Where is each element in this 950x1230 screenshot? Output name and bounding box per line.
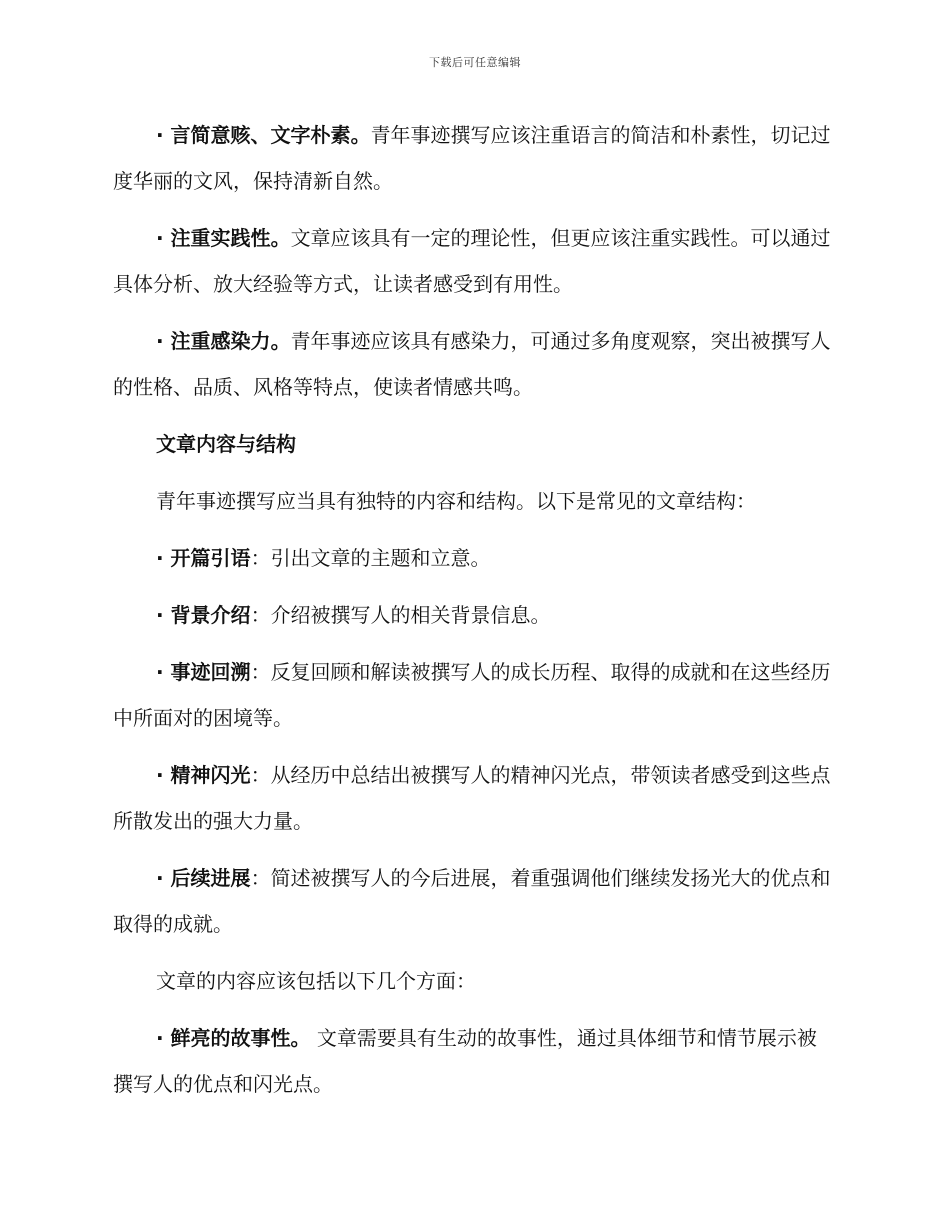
paragraph-separator: ：: [250, 660, 271, 684]
paragraph-retrospect: [113, 649, 833, 741]
paragraph-spirit: [113, 752, 833, 844]
paragraph-text: 引出文章的主题和立意。: [270, 546, 491, 570]
document-body: [113, 112, 833, 1118]
paragraph-text: 文章的内容应该包括以下几个方面：: [156, 969, 476, 993]
paragraph-lead: · 背景介绍: [156, 603, 251, 627]
paragraph-separator: ：: [250, 866, 271, 890]
page-header: 下载后可任意编辑: [429, 56, 521, 69]
paragraph-text: 反复回顾和解读被撰写人的成长历程、取得的成就和在这些经历中所面对的困境等。: [113, 660, 831, 730]
paragraph-text: 从经历中总结出被撰写人的精神闪光点，带领读者感受到这些点所散发出的强大力量。: [113, 763, 831, 833]
paragraph-text: 青年事迹应该具有感染力，可通过多角度观察，突出被撰写人的性格、品质、风格等特点，使读者情感共鸣。: [113, 329, 831, 399]
paragraph-practicality: [113, 215, 833, 307]
paragraph-separator: 。: [270, 329, 291, 353]
paragraph-lead: · 言简意赅、文字朴素: [156, 123, 351, 147]
paragraph-text: 青年事迹撰写应该注重语言的简洁和朴素性，切记过度华丽的文风，保持清新自然。: [113, 123, 831, 193]
paragraph-separator: ：: [250, 546, 271, 570]
paragraph-content-intro: [113, 958, 833, 1004]
section-heading: [113, 421, 833, 467]
section-heading-text: 文章内容与结构: [156, 432, 296, 456]
paragraph-separator: 。: [270, 226, 291, 250]
paragraph-opening: [113, 535, 833, 581]
paragraph-lead: · 开篇引语: [156, 546, 251, 570]
paragraph-text: 文章应该具有一定的理论性，但更应该注重实践性。可以通过具体分析、放大经验等方式，让读者感受到有用性。: [113, 226, 831, 296]
paragraph-text: 文章需要具有生动的故事性，通过具体细节和情节展示被撰写人的优点和闪光点。: [113, 1026, 817, 1096]
paragraph-lead: · 事迹回溯: [156, 660, 251, 684]
paragraph-separator: 。: [350, 123, 371, 147]
paragraph-appeal: [113, 318, 833, 410]
paragraph-text: 青年事迹撰写应当具有独特的内容和结构。以下是常见的文章结构：: [156, 489, 756, 513]
paragraph-text: 简述被撰写人的今后进展，着重强调他们继续发扬光大的优点和取得的成就。: [113, 866, 831, 936]
paragraph-lead: · 精神闪光: [156, 763, 251, 787]
paragraph-concise-language: [113, 112, 833, 204]
paragraph-separator: ：: [250, 603, 271, 627]
paragraph-progress: [113, 855, 833, 947]
paragraph-storytelling: [113, 1015, 833, 1107]
paragraph-lead: · 后续进展: [156, 866, 251, 890]
paragraph-lead: · 注重感染力: [156, 329, 271, 353]
paragraph-lead: · 注重实践性: [156, 226, 271, 250]
paragraph-background: [113, 592, 833, 638]
paragraph-structure-intro: [113, 478, 833, 524]
paragraph-text: 介绍被撰写人的相关背景信息。: [270, 603, 551, 627]
paragraph-separator: ：: [250, 763, 271, 787]
paragraph-lead: · 鲜亮的故事性。: [156, 1026, 311, 1050]
